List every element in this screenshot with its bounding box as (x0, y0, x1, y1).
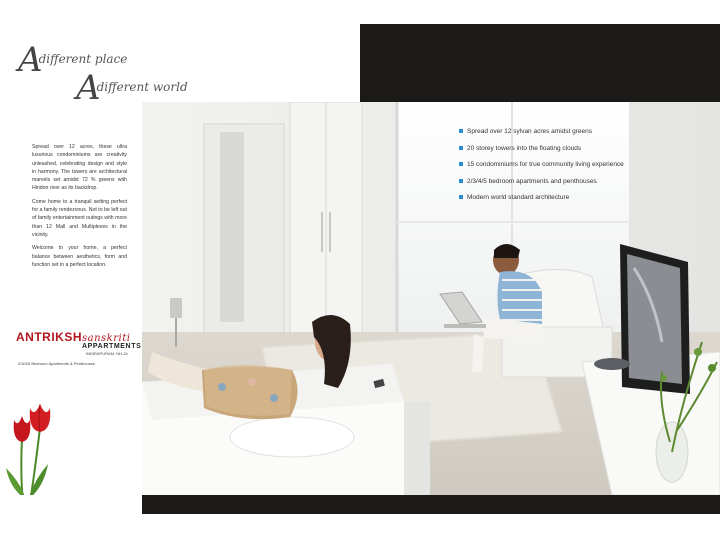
bottom-margin (0, 514, 720, 540)
tagline-initial-1: A (18, 40, 43, 80)
feature-text: Spread over 12 sylvan acres amidst greens (467, 128, 593, 135)
feature-text: 20 storey towers into the floating clouds (467, 144, 582, 152)
logo-brand-script: sanskriti (82, 333, 131, 344)
feature-text: Modern world standard architecture (467, 194, 570, 201)
logo-location: INDIRAPURAM, NH-24 (86, 351, 128, 356)
feature-item (459, 178, 624, 195)
logo-brand-text: ANTRIKSH (16, 330, 82, 344)
feature-text: 2/3/4/5 bedroom apartments and penthouses (467, 177, 597, 185)
logo-description: 2/3/4/5 Bedroom Apartments & Penthouses (18, 361, 95, 366)
copy-paragraph-3: Welcome to your home, a perfect balance between aesthetics, form and function set in a perfect location. (32, 245, 127, 268)
project-logo (16, 330, 142, 366)
logo-brand (16, 330, 136, 344)
living-room-scene (142, 102, 720, 495)
intro-copy (32, 143, 127, 274)
copy-paragraph-1: Spread over 12 acres, these ultra luxurious condominiums are creativity unleashed, celebrating design and style in harmony. The towers are architectural marvels set amidst 72 % greens with Hindon river as its backdrop. (32, 144, 127, 192)
logo-subtitle: APPARTMENTS (82, 343, 142, 350)
feature-item (459, 161, 624, 178)
bullet-square-icon (459, 129, 463, 133)
feature-item (459, 145, 624, 162)
feature-list (459, 128, 624, 211)
copy-paragraph-2: Come home to a tranquil setting perfect for a family rendezvous. Not to be left out of family entertainment outings with more than 12 Mall and Multiplexes in the vicinity. (32, 198, 127, 238)
footer-left-white (0, 495, 142, 515)
dark-header-panel (360, 24, 720, 102)
feature-text: 15 condominiums for true community living experience (467, 161, 624, 168)
bullet-square-icon (459, 146, 463, 150)
bullet-square-icon (459, 179, 463, 183)
lifestyle-living-room-photo (142, 102, 720, 495)
tagline-text-2: different world (96, 80, 188, 94)
top-margin (0, 0, 720, 24)
tagline-initial-2: A (76, 68, 101, 108)
bullet-square-icon (459, 195, 463, 199)
feature-item (459, 194, 624, 211)
feature-item (459, 128, 624, 145)
tagline-text-1: different place (38, 52, 128, 66)
bullet-square-icon (459, 162, 463, 166)
